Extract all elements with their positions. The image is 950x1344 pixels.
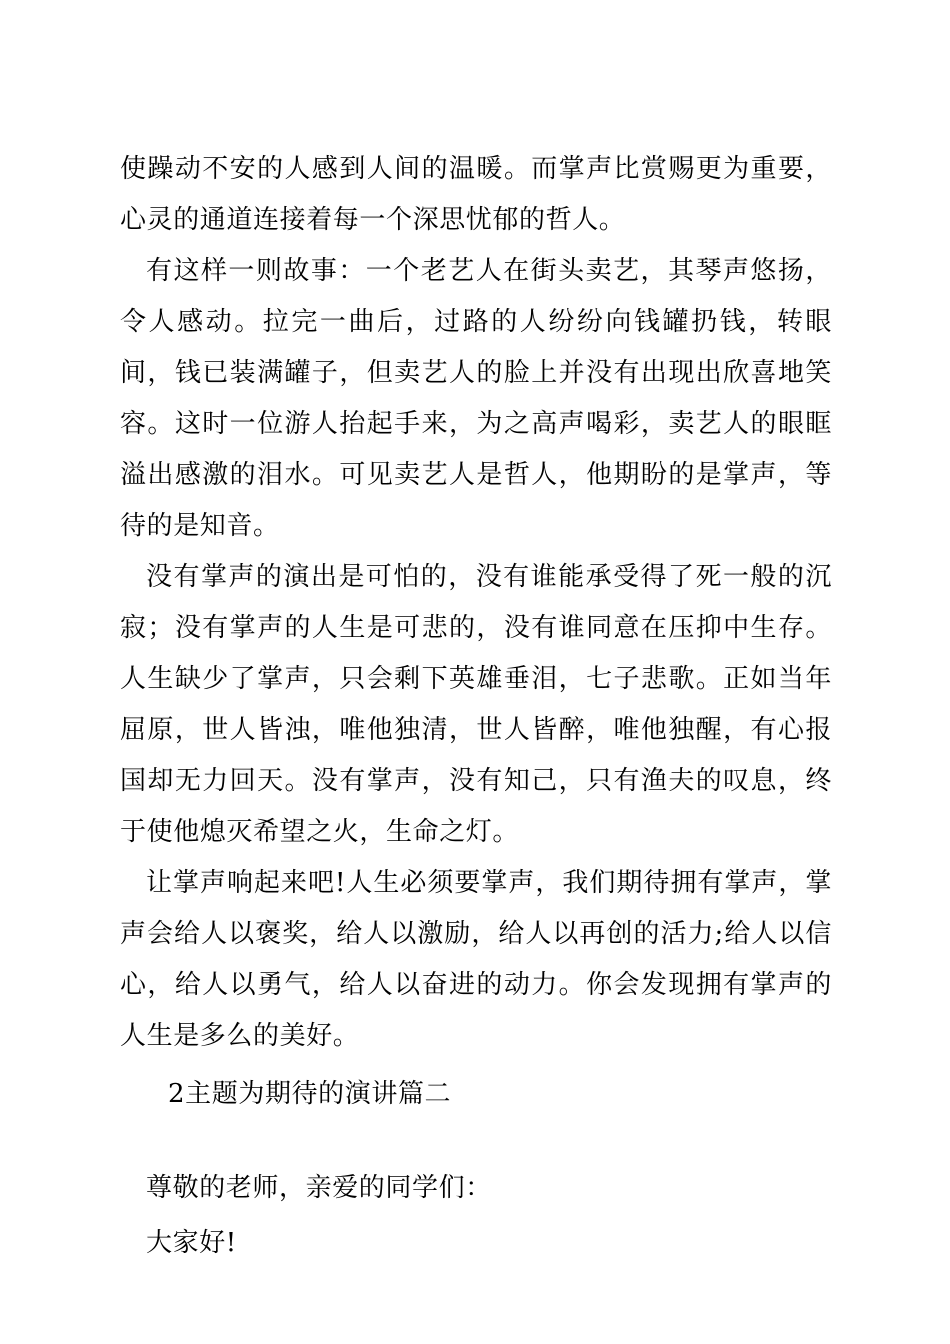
greeting: 大家好!	[146, 1228, 237, 1258]
paragraph-no-applause: 没有掌声的演出是可怕的，没有谁能承受得了死一般的沉寂；没有掌声的人生是可悲的，没有谁同意在压抑中生存。人生缺少了掌声，只会剩下英雄垂泪，七子悲歌。正如当年屈原，世人皆浊，唯他独清，世人皆醉，唯他独醒，有心报国却无力回天。没有掌声，没有知己，只有渔夫的叹息，终于使他熄灭希望之火，生命之灯。	[120, 562, 832, 847]
salutation: 尊敬的老师，亲爱的同学们：	[146, 1173, 492, 1203]
paragraph-story: 有这样一则故事：一个老艺人在街头卖艺，其琴声悠扬，令人感动。拉完一曲后，过路的人纷纷向钱罐扔钱，转眼间，钱已装满罐子，但卖艺人的脸上并没有出现出欣喜地笑容。这时一位游人抬起手来，为之高声喝彩，卖艺人的眼眶溢出感激的泪水。可见卖艺人是哲人，他期盼的是掌声，等待的是知音。	[120, 256, 832, 541]
document-page	[120, 144, 832, 1269]
section-heading: 2主题为期待的演讲篇二	[168, 1079, 452, 1109]
paragraph-let-applause: 让掌声响起来吧!人生必须要掌声，我们期待拥有掌声，掌声会给人以褒奖，给人以激励，给人以再创的活力;给人以信心，给人以勇气，给人以奋进的动力。你会发现拥有掌声的人生是多么的美好。	[120, 868, 832, 1051]
spacer	[120, 1120, 832, 1163]
paragraph-continuation: 使躁动不安的人感到人间的温暖。而掌声比赏赐更为重要，心灵的通道连接着每一个深思忧郁的哲人。	[120, 154, 832, 235]
